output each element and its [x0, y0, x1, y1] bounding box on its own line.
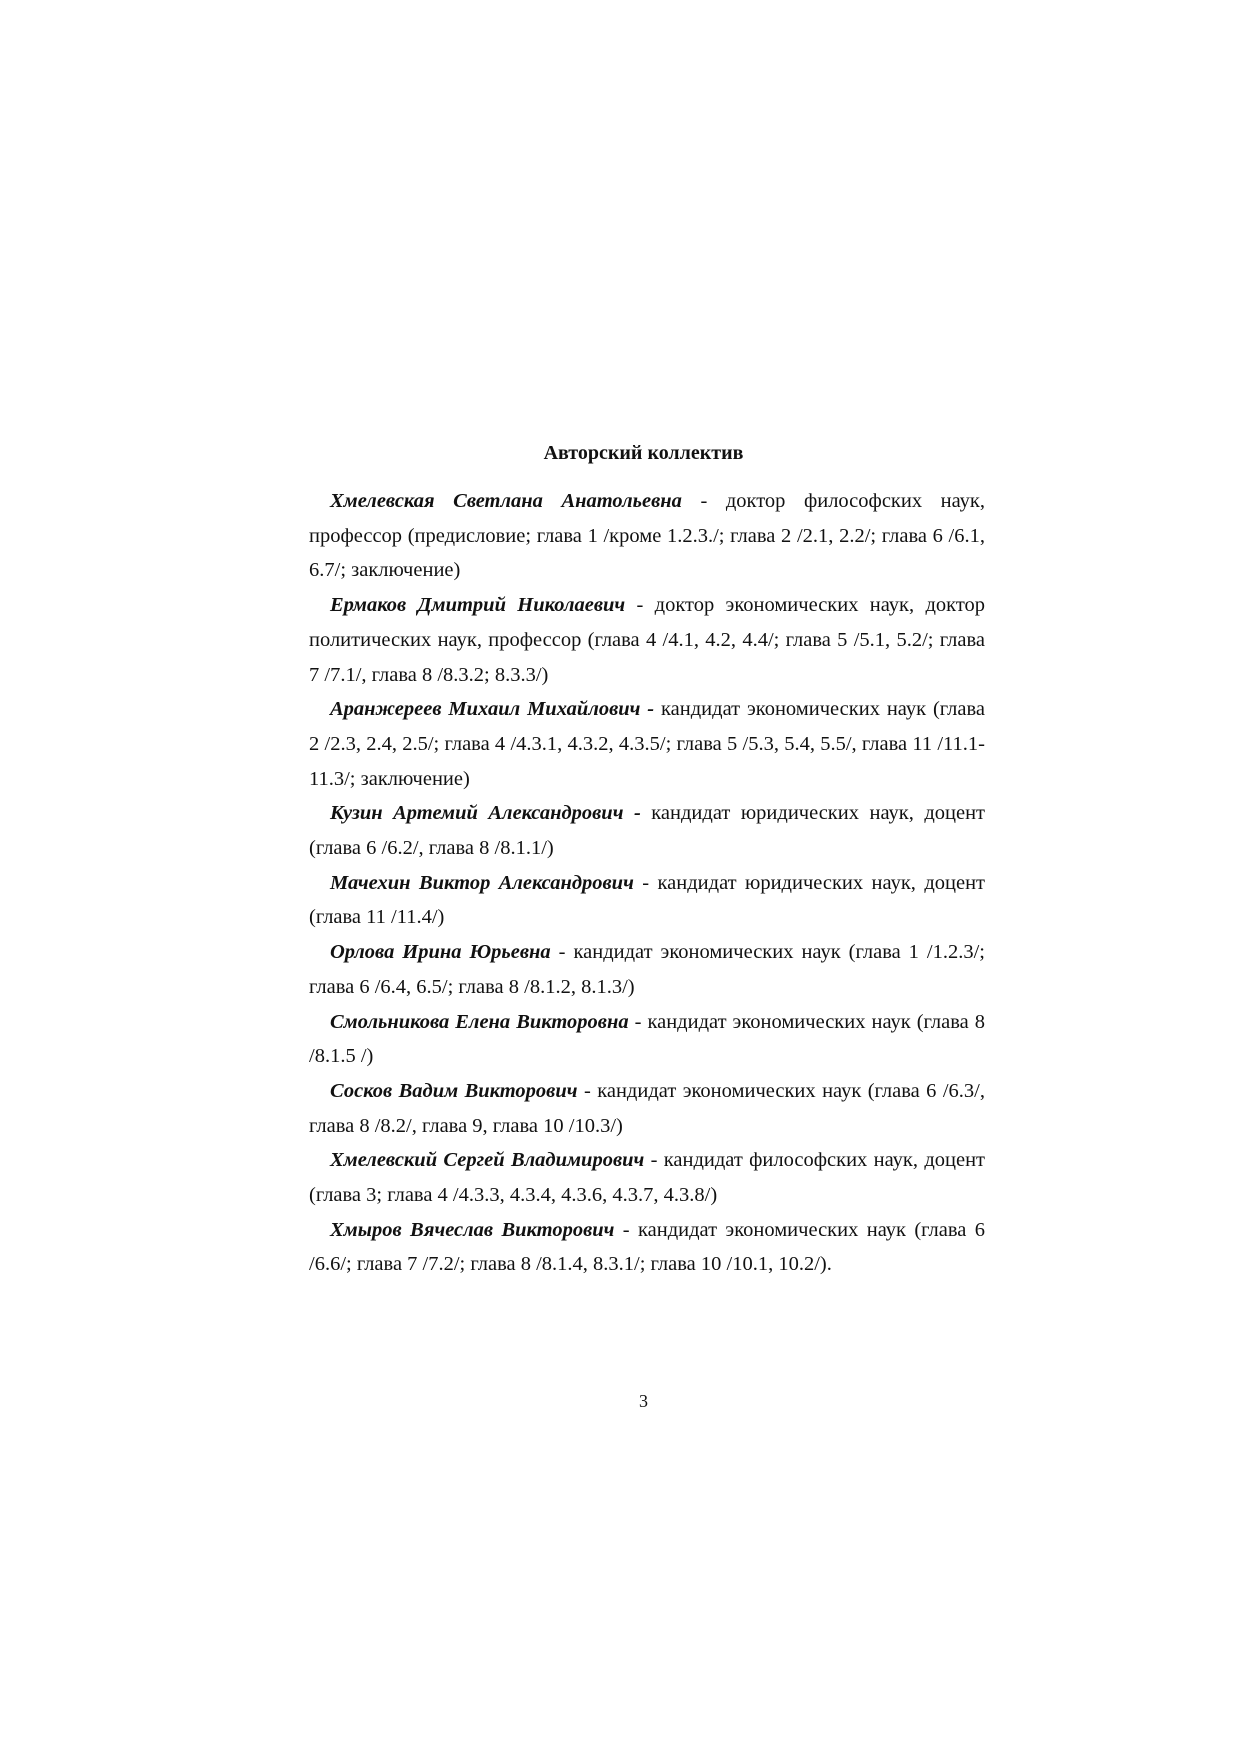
author-name: Аранжереев Михаил Михайлович - — [330, 698, 655, 721]
page-number: 3 — [639, 1391, 648, 1411]
author-name: Ермаков Дмитрий Николаевич — [330, 594, 626, 617]
author-separator: - — [644, 1149, 664, 1172]
author-name: Хмелевский Сергей Владимирович — [330, 1149, 645, 1172]
author-description: кандидат философских наук, доцент (глава 3; глава 4 /4.3.3, 4.3.4, 4.3.6, 4.3.7, 4.3.8/) — [309, 1149, 985, 1207]
author-name: Хмелевская Светлана Анатольевна — [330, 490, 682, 512]
author-separator: - — [577, 1079, 598, 1102]
author-entry — [309, 1213, 985, 1282]
author-name: Кузин Артемий Александрович - — [330, 802, 641, 825]
author-list — [309, 484, 985, 1282]
page-title: Авторский коллектив — [543, 442, 744, 464]
author-entry — [309, 935, 985, 1004]
author-description: кандидат экономических наук (глава 1 /1.2.3/; глава 6 /6.4, 6.5/; глава 8 /8.1.2, 8.1.3/) — [309, 941, 986, 998]
author-entry — [309, 866, 985, 935]
author-description: кандидат юридических наук, доцент (глава 6 /6.2/, глава 8 /8.1.1/) — [309, 802, 986, 860]
author-entry — [309, 796, 985, 865]
author-separator: - — [633, 871, 658, 894]
author-description: доктор экономических наук, доктор политических наук, профессор (глава 4 /4.1, 4.2, 4.4/; глава 5 /5.1, 5.2/; глава 7 /7.1/, глава 8 /8.3.2; 8.3.3/) — [309, 594, 986, 686]
author-entry — [309, 484, 985, 588]
author-separator: - — [628, 1010, 648, 1033]
author-separator — [641, 802, 652, 824]
author-entry — [309, 1143, 985, 1212]
author-separator: - — [681, 490, 726, 512]
author-description: доктор философских наук, профессор (предисловие; глава 1 /кроме 1.2.3./; глава 2 /2.1, 2.2/; глава 6 /6.1, 6.7/; заключение) — [309, 490, 985, 582]
author-name: Хмыров Вячеслав Викторович — [330, 1218, 615, 1241]
author-entry — [309, 692, 985, 796]
author-name: Сосков Вадим Викторович — [330, 1079, 578, 1102]
author-entry — [309, 1074, 985, 1143]
author-entry — [309, 1005, 985, 1074]
author-description: кандидат экономических наук (глава 8 /8.1.5 /) — [309, 1010, 986, 1068]
author-name: Орлова Ирина Юрьевна — [330, 941, 551, 964]
author-description: кандидат экономических наук (глава 6 /6.3/, глава 8 /8.2/, глава 9, глава 10 /10.3/) — [309, 1079, 985, 1137]
author-description: кандидат экономических наук (глава 2 /2.3, 2.4, 2.5/; глава 4 /4.3.1, 4.3.2, 4.3.5/; глава 5 /5.3, 5.4, 5.5/, глава 11 /11.1-11.3/; заключение) — [309, 698, 985, 790]
author-separator: - — [550, 941, 574, 964]
author-name: Мачехин Виктор Александрович — [330, 871, 634, 894]
author-description: кандидат юридических наук, доцент (глава 11 /11.4/) — [309, 871, 986, 929]
author-entry — [309, 588, 985, 692]
author-separator: - — [625, 594, 655, 617]
author-name: Смольникова Елена Викторовна — [330, 1010, 629, 1033]
author-description: кандидат экономических наук (глава 6 /6.6/; глава 7 /7.2/; глава 8 /8.1.4, 8.3.1/; глава 10 /10.1, 10.2/). — [309, 1218, 985, 1276]
author-separator — [654, 698, 661, 720]
author-separator: - — [614, 1218, 638, 1241]
